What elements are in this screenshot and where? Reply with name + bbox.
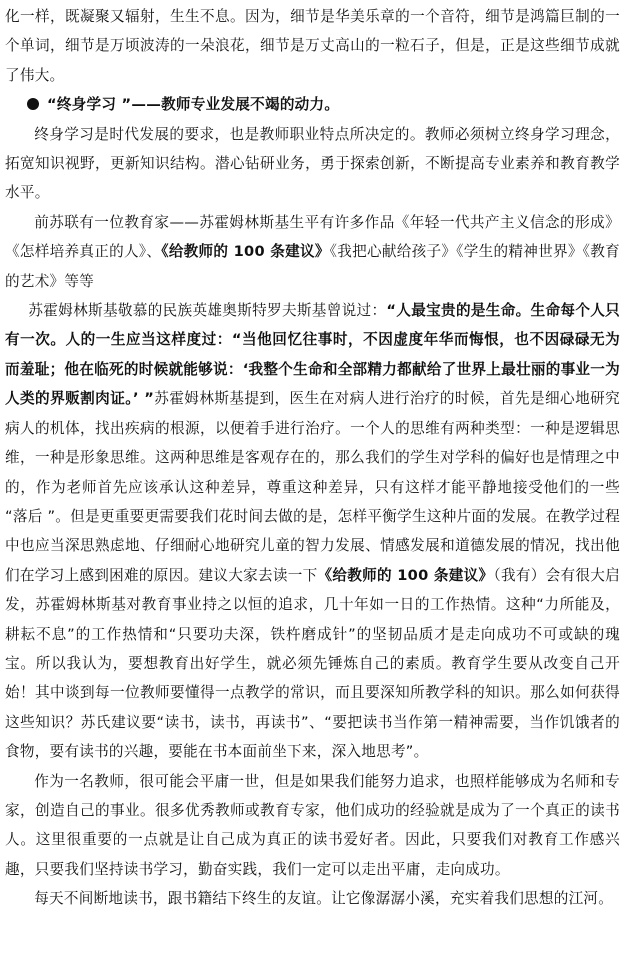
section-heading-text: “终身学习 ”——教师专业发展不竭的动力。 xyxy=(47,96,340,114)
quote-text: “人最宝贵的是生命。生命每个人只有一次。人的一生应当这样度过：“当他回忆往事时，不因虚度年华而悔恨，也不因碌碌无为而羞耻；他在临死的时候就能够说：‘我整个生命和全部精力都献给了世界上最壮丽的事业一为人类的界贩割肉证。’ ” xyxy=(5,302,620,408)
book-title-highlight-2: 《给教师的 100 条建议》 xyxy=(317,566,494,584)
works-text-c: 《我把心献给孩子》《学生的精神世界》《教育的艺术》等等 xyxy=(5,243,620,290)
paragraph-daily-reading: 每天不间断地读书，跟书籍结下终生的友谊。让它像潺潺小溪，充实着我们思想的江河。 xyxy=(34,890,614,908)
bullet-icon xyxy=(27,98,39,110)
paragraph-sukhomlinsky-works xyxy=(5,208,620,296)
works-text-a: 前苏联有一位教育家——苏霍姆林斯基生平有许多作品《年轻一代共产主义信念的形成》《怎样培养真正的人》、 xyxy=(5,213,620,261)
paragraph-continued: 化一样，既凝聚又辐射，生生不息。因为，细节是华美乐章的一个音符，细节是鸿篇巨制的一个单词，细节是万顷波涛的一朵浪花，细节是万丈高山的一粒石子，但是，正是这些细节成就了伟大。 xyxy=(5,8,620,84)
paragraph-body-2: （我有）会有很大启发，苏霍姆林斯基对教育事业持之以恒的追求，几十年如一日的工作热情。这种“力所能及，耕耘不息”的工作热情和“只要功夫深，铁杵磨成针”的坚韧品质才是走向成功不可或缺的瑰宝。所以我认为，要想教育出好学生，就必须先锤炼自己的素质。教育学生要从改变自己开始！其中谈到每一位教师要懂得一点教学的常识，而且要深知所教学科的知识。那么如何获得这些知识？苏氏建议要“读书，读书，再读书”、“要把读书当作第一精神需要，当作饥饿者的食物，要有读书的兴趣，要能在书本面前坐下来，深入地思考”。 xyxy=(5,566,620,761)
paragraph-become-reader: 作为一名教师，很可能会平庸一世，但是如果我们能努力追求，也照样能够成为名师和专家，创造自己的事业。很多优秀教师或教育专家，他们成功的经验就是成为了一个真正的读书人。这里很重要的一点就是让自己成为真正的读书爱好者。因此，只要我们对教育工作感兴趣，只要我们坚持读书学习，勤奋实践，我们一定可以走出平庸，走向成功。 xyxy=(5,772,620,878)
section-heading xyxy=(5,90,620,119)
paragraph-lifelong-learning: 终身学习是时代发展的要求，也是教师职业特点所决定的。教师必须树立终身学习理念，拓宽知识视野，更新知识结构。潜心钻研业务，勇于探索创新，不断提高专业素养和教育教学水平。 xyxy=(5,125,620,202)
paragraph-ostrovsky-quote xyxy=(5,296,620,767)
paragraph-body: 苏霍姆林斯基提到，医生在对病人进行治疗的时候，首先是细心地研究病人的机体，找出疾病的根源，以便着手进行治疗。一个人的思维有两种类型：一种是逻辑思维，一种是形象思维。这两种思维是客观存在的，那么我们的学生对学科的偏好也是情理之中的，作为老师首先应该承认这种差异，尊重这种差异，只有这样才能平静地接受他们的一些 “落后 ”。但是更重要更需要我们花时间去做的是，怎样平衡学生这种片面的发展。在教学过程中也应当深思熟虑地、仔细耐心地研究儿童的智力发展、情感发展和道德发展的情况，找出他们在学习上感到困难的原因。建议大家去读一下 xyxy=(5,390,620,584)
quote-intro: 苏霍姆林斯基敬慕的民族英雄奥斯特罗夫斯基曾说过： xyxy=(28,302,387,320)
book-title-highlight: 《给教师的 100 条建议》 xyxy=(161,243,330,261)
